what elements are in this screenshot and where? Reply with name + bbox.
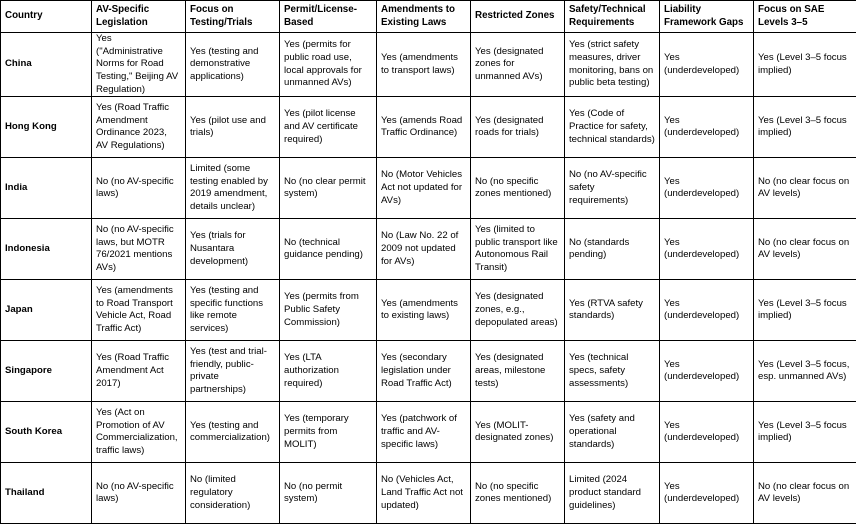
table-cell: Yes (Road Traffic Amendment Act 2017) — [92, 341, 186, 402]
table-cell: No (no AV-specific laws, but MOTR 76/2021 mentions AVs) — [92, 219, 186, 280]
table-cell: Yes (Level 3–5 focus implied) — [754, 280, 856, 341]
table-cell: Yes (pilot use and trials) — [186, 97, 280, 158]
table-row — [1, 97, 856, 158]
table-cell: Yes (Code of Practice for safety, technical standards) — [565, 97, 660, 158]
country-cell: Hong Kong — [1, 97, 92, 158]
header-cell: Permit/License-Based — [280, 1, 377, 33]
table-cell: Yes (permits for public road use, local approvals for unmanned AVs) — [280, 33, 377, 97]
table-cell: Yes (patchwork of traffic and AV-specific laws) — [377, 402, 471, 463]
table-row — [1, 280, 856, 341]
header-cell: Liability Framework Gaps — [660, 1, 754, 33]
table-cell: Yes (Level 3–5 focus implied) — [754, 402, 856, 463]
table-cell: Yes (underdeveloped) — [660, 158, 754, 219]
header-cell: Amendments to Existing Laws — [377, 1, 471, 33]
table-cell: Limited (some testing enabled by 2019 amendment, details unclear) — [186, 158, 280, 219]
table-cell: Yes (underdeveloped) — [660, 463, 754, 524]
header-cell: Focus on SAE Levels 3–5 — [754, 1, 856, 33]
table-cell: No (Law No. 22 of 2009 not updated for AVs) — [377, 219, 471, 280]
table-row — [1, 219, 856, 280]
table-cell: Yes (Level 3–5 focus, esp. unmanned AVs) — [754, 341, 856, 402]
table-cell: Yes (amendments to transport laws) — [377, 33, 471, 97]
table-cell: Yes (underdeveloped) — [660, 219, 754, 280]
table-cell: Yes (designated zones for unmanned AVs) — [471, 33, 565, 97]
table-cell: Yes (secondary legislation under Road Traffic Act) — [377, 341, 471, 402]
table-cell: No (no specific zones mentioned) — [471, 463, 565, 524]
table-cell: Yes (LTA authorization required) — [280, 341, 377, 402]
table-cell: Yes (amendments to Road Transport Vehicle Act, Road Traffic Act) — [92, 280, 186, 341]
table-cell: Yes (temporary permits from MOLIT) — [280, 402, 377, 463]
table-cell: No (no specific zones mentioned) — [471, 158, 565, 219]
table-cell: Yes (testing and demonstrative applications) — [186, 33, 280, 97]
table-cell: Yes (testing and commercialization) — [186, 402, 280, 463]
header-cell: Country — [1, 1, 92, 33]
table-cell: Yes (Act on Promotion of AV Commercialization, traffic laws) — [92, 402, 186, 463]
header-cell: AV-Specific Legislation — [92, 1, 186, 33]
table-cell: Yes (pilot license and AV certificate required) — [280, 97, 377, 158]
table-cell: Yes (testing and specific functions like remote services) — [186, 280, 280, 341]
table-cell: Yes ("Administrative Norms for Road Testing," Beijing AV Regulation) — [92, 33, 186, 97]
table-cell: No (standards pending) — [565, 219, 660, 280]
table-cell: Yes (designated zones, e.g., depopulated areas) — [471, 280, 565, 341]
table-cell: Yes (underdeveloped) — [660, 97, 754, 158]
header-cell: Safety/Technical Requirements — [565, 1, 660, 33]
country-cell: South Korea — [1, 402, 92, 463]
table-cell: No (no clear permit system) — [280, 158, 377, 219]
table-row — [1, 402, 856, 463]
country-cell: Thailand — [1, 463, 92, 524]
table-cell: Yes (technical specs, safety assessments) — [565, 341, 660, 402]
table-cell: Yes (underdeveloped) — [660, 280, 754, 341]
table-cell: Yes (permits from Public Safety Commission) — [280, 280, 377, 341]
table-cell: Yes (MOLIT-designated zones) — [471, 402, 565, 463]
table-row — [1, 158, 856, 219]
table-cell: Yes (Road Traffic Amendment Ordinance 2023, AV Regulations) — [92, 97, 186, 158]
table-cell: Yes (designated areas, milestone tests) — [471, 341, 565, 402]
header-cell: Restricted Zones — [471, 1, 565, 33]
table-cell: No (no AV-specific laws) — [92, 158, 186, 219]
table-cell: Yes (designated roads for trials) — [471, 97, 565, 158]
table-cell: No (limited regulatory consideration) — [186, 463, 280, 524]
table-cell: Yes (trials for Nusantara development) — [186, 219, 280, 280]
table-cell: No (Vehicles Act, Land Traffic Act not updated) — [377, 463, 471, 524]
table-cell: Yes (limited to public transport like Autonomous Rail Transit) — [471, 219, 565, 280]
table-cell: No (Motor Vehicles Act not updated for AVs) — [377, 158, 471, 219]
table-row — [1, 463, 856, 524]
table-cell: Yes (strict safety measures, driver monitoring, bans on public beta testing) — [565, 33, 660, 97]
table-cell: Yes (underdeveloped) — [660, 402, 754, 463]
table-cell: Yes (Level 3–5 focus implied) — [754, 33, 856, 97]
table-cell: No (no AV-specific safety requirements) — [565, 158, 660, 219]
table-cell: Limited (2024 product standard guidelines) — [565, 463, 660, 524]
table-cell: No (no permit system) — [280, 463, 377, 524]
table-cell: No (technical guidance pending) — [280, 219, 377, 280]
table-cell: Yes (RTVA safety standards) — [565, 280, 660, 341]
country-cell: Japan — [1, 280, 92, 341]
table-cell: Yes (amends Road Traffic Ordinance) — [377, 97, 471, 158]
table-cell: No (no AV-specific laws) — [92, 463, 186, 524]
table-cell: Yes (amendments to existing laws) — [377, 280, 471, 341]
country-cell: India — [1, 158, 92, 219]
table-cell: Yes (underdeveloped) — [660, 33, 754, 97]
table-cell: No (no clear focus on AV levels) — [754, 219, 856, 280]
country-cell: Indonesia — [1, 219, 92, 280]
header-cell: Focus on Testing/Trials — [186, 1, 280, 33]
table-cell: No (no clear focus on AV levels) — [754, 463, 856, 524]
table-cell: Yes (Level 3–5 focus implied) — [754, 97, 856, 158]
table-row — [1, 33, 856, 97]
country-cell: China — [1, 33, 92, 97]
header-row — [1, 1, 856, 33]
table-cell: Yes (test and trial-friendly, public-private partnerships) — [186, 341, 280, 402]
table-cell: Yes (underdeveloped) — [660, 341, 754, 402]
table-cell: No (no clear focus on AV levels) — [754, 158, 856, 219]
country-cell: Singapore — [1, 341, 92, 402]
table-cell: Yes (safety and operational standards) — [565, 402, 660, 463]
table-row — [1, 341, 856, 402]
